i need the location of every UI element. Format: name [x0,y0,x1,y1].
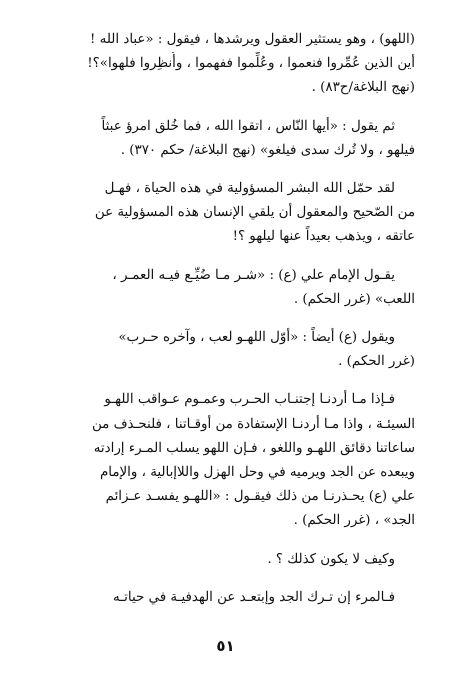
text-line: اللعب» (غرر الحكم) . [293,291,415,307]
paragraph-3 [36,177,415,250]
text-line: فيلهو ، ولا تُرك سدى فيلغو» (نهج البلاغة/ حكم ٣٧٠) . [120,142,415,158]
text-line: وكيف لا يكون كذلك ؟ . [267,551,395,567]
text-line: ثم يقول : «أيها النّاس ، اتقوا الله ، فما خُلق امرؤ عبثاً [101,118,395,134]
paragraph-6 [36,388,415,533]
text-line: لقد حمّل الله البشر المسؤولية في هذه الحياة ، فهـل [104,181,395,197]
paragraph-7 [36,548,415,572]
text-line: علي (ع) يحـذرنـا من ذلك فيقـول : «اللهـو يفسـد عـزائم [105,489,415,505]
text-line: ويبعده عن الجد ويرميه في وحل الهزل واللاإبالية ، والإمام [100,465,415,481]
text-line: ويقول (ع) أيضاً : «أوّل اللهـو لعب ، وآخره حـرب» [118,330,395,346]
text-line: الجد» ، (غرر الحكم) . [293,513,415,529]
paragraph-2 [36,115,415,163]
text-line: أين الذين عُمِّروا فنعموا ، وعُلِّموا ففهموا ، وأُنظِروا فلهوا»؟! [87,56,415,72]
text-line: (اللهو) ، وهو يستثير العقول ويرشدها ، فيقول : «عباد الله ! [90,32,415,47]
text-line: يقـول الإمام علي (ع) : «شـر مـا ضُيِّـع فيـه العمـر ، [112,267,395,283]
text-line: فـالمرء إن تـرك الجد وإبتعـد عن الهدفيـة في حياتـه [113,589,395,605]
text-line: السيئـة ، واذا مـا أردنـا الإستفادة من أوقـاتنا ، فلنحـذف من [91,416,415,432]
text-line: عاتقه ، ويذهب بعيداً عنها ليلهو ؟! [232,229,415,245]
paragraph-4 [36,264,415,312]
text-line: من الصّحيح والمعقول أن يلقي الإنسان هذه المسؤولية عن [94,205,415,221]
text-line: (نهج البلاغة/ح٨٣) . [311,80,415,96]
page-number: ٥١ [216,637,235,655]
text-line: فـإذا مـا أردنـا إجتنـاب الحـرب وعمـوم عـواقب اللهـو [104,392,395,408]
text-line: (غرر الحكم) . [338,354,415,370]
paragraph-1 [36,28,415,101]
text-line: ساعاتنا دقائق اللهـو واللغو ، فـإن اللهو يسلب المـرء إرادته [93,440,415,456]
paragraph-5 [36,326,415,374]
body-text [36,28,415,624]
paragraph-8 [36,586,415,610]
